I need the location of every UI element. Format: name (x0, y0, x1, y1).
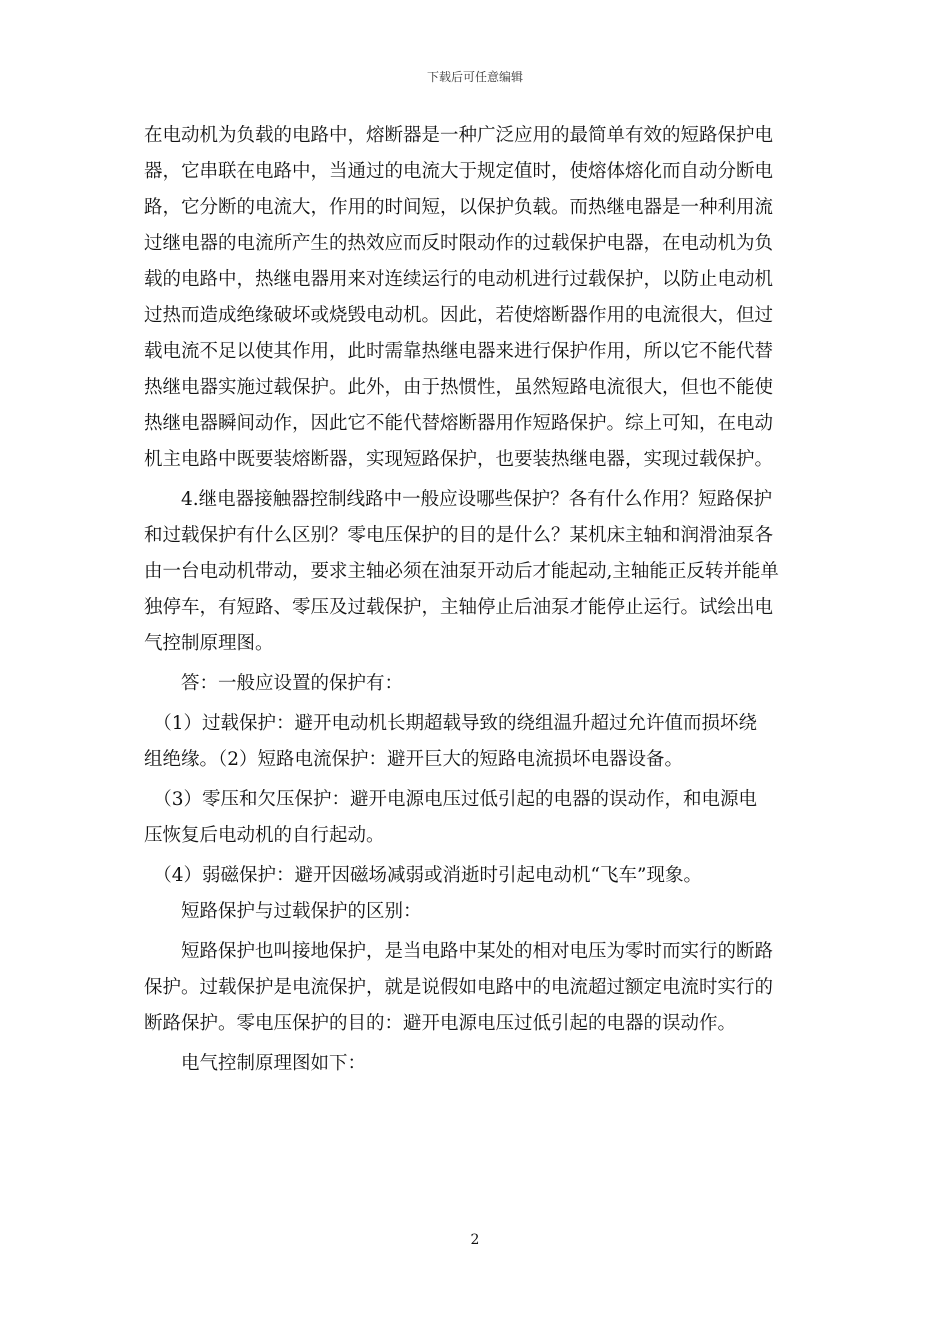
answer-line: （1）过载保护：避开电动机长期超载导致的绕组温升超过允许值而损坏绕 (144, 713, 758, 734)
question-line: 和过载保护有什么区别？零电压保护的目的是什么？某机床主轴和润滑油泵各 (144, 525, 774, 546)
answer-line: 断路保护。零电压保护的目的：避开电源电压过低引起的电器的误动作。 (144, 1013, 737, 1034)
body-line: 路，它分断的电流大，作用的时间短，以保护负载。而热继电器是一种利用流 (144, 197, 774, 218)
page-header-note: 下载后可任意编辑 (426, 70, 523, 84)
question-line: 独停车，有短路、零压及过载保护，主轴停止后油泵才能停止运行。试绘出电 (144, 597, 774, 618)
body-line: 器，它串联在电路中，当通过的电流大于规定值时，使熔体熔化而自动分断电 (144, 161, 774, 182)
body-line: 过热而造成绝缘破坏或烧毁电动机。因此，若使熔断器作用的电流很大，但过 (144, 305, 774, 326)
question-line: 4.继电器接触器控制线路中一般应设哪些保护？各有什么作用？短路保护 (144, 489, 773, 510)
answer-line: （3）零压和欠压保护：避开电源电压过低引起的电器的误动作，和电源电 (144, 789, 758, 810)
answer-line: 电气控制原理图如下： (144, 1053, 367, 1074)
answer-line: 短路保护也叫接地保护，是当电路中某处的相对电压为零时而实行的断路 (144, 941, 774, 962)
body-line: 过继电器的电流所产生的热效应而反时限动作的过载保护电器，在电动机为负 (144, 233, 774, 254)
body-line: 载电流不足以使其作用，此时需靠热继电器来进行保护作用，所以它不能代替 (144, 341, 774, 362)
answer-line: （4）弱磁保护：避开因磁场减弱或消逝时引起电动机“飞车”现象。 (144, 865, 702, 886)
answer-line: 压恢复后电动机的自行起动。 (144, 825, 385, 846)
body-line: 载的电路中，热继电器用来对连续运行的电动机进行过载保护，以防止电动机 (144, 269, 774, 290)
body-line: 在电动机为负载的电路中，熔断器是一种广泛应用的最简单有效的短路保护电 (144, 125, 774, 146)
answer-heading: 答：一般应设置的保护有： (144, 673, 404, 694)
section-heading: 短路保护与过载保护的区别： (144, 901, 422, 922)
page-number: 2 (470, 1232, 480, 1248)
body-line: 热继电器实施过载保护。此外，由于热惯性，虽然短路电流很大，但也不能使 (144, 377, 774, 398)
body-line: 机主电路中既要装熔断器，实现短路保护，也要装热继电器，实现过载保护。 (144, 449, 774, 470)
document-body (144, 118, 808, 1082)
answer-line: 保护。过载保护是电流保护，就是说假如电路中的电流超过额定电流时实行的 (144, 977, 774, 998)
answer-line: 组绝缘。（2）短路电流保护：避开巨大的短路电流损坏电器设备。 (144, 749, 684, 770)
body-line: 热继电器瞬间动作，因此它不能代替熔断器用作短路保护。综上可知，在电动 (144, 413, 774, 434)
question-line: 气控制原理图。 (144, 633, 274, 654)
question-line: 由一台电动机带动，要求主轴必须在油泵开动后才能起动,主轴能正反转并能单 (144, 561, 779, 582)
